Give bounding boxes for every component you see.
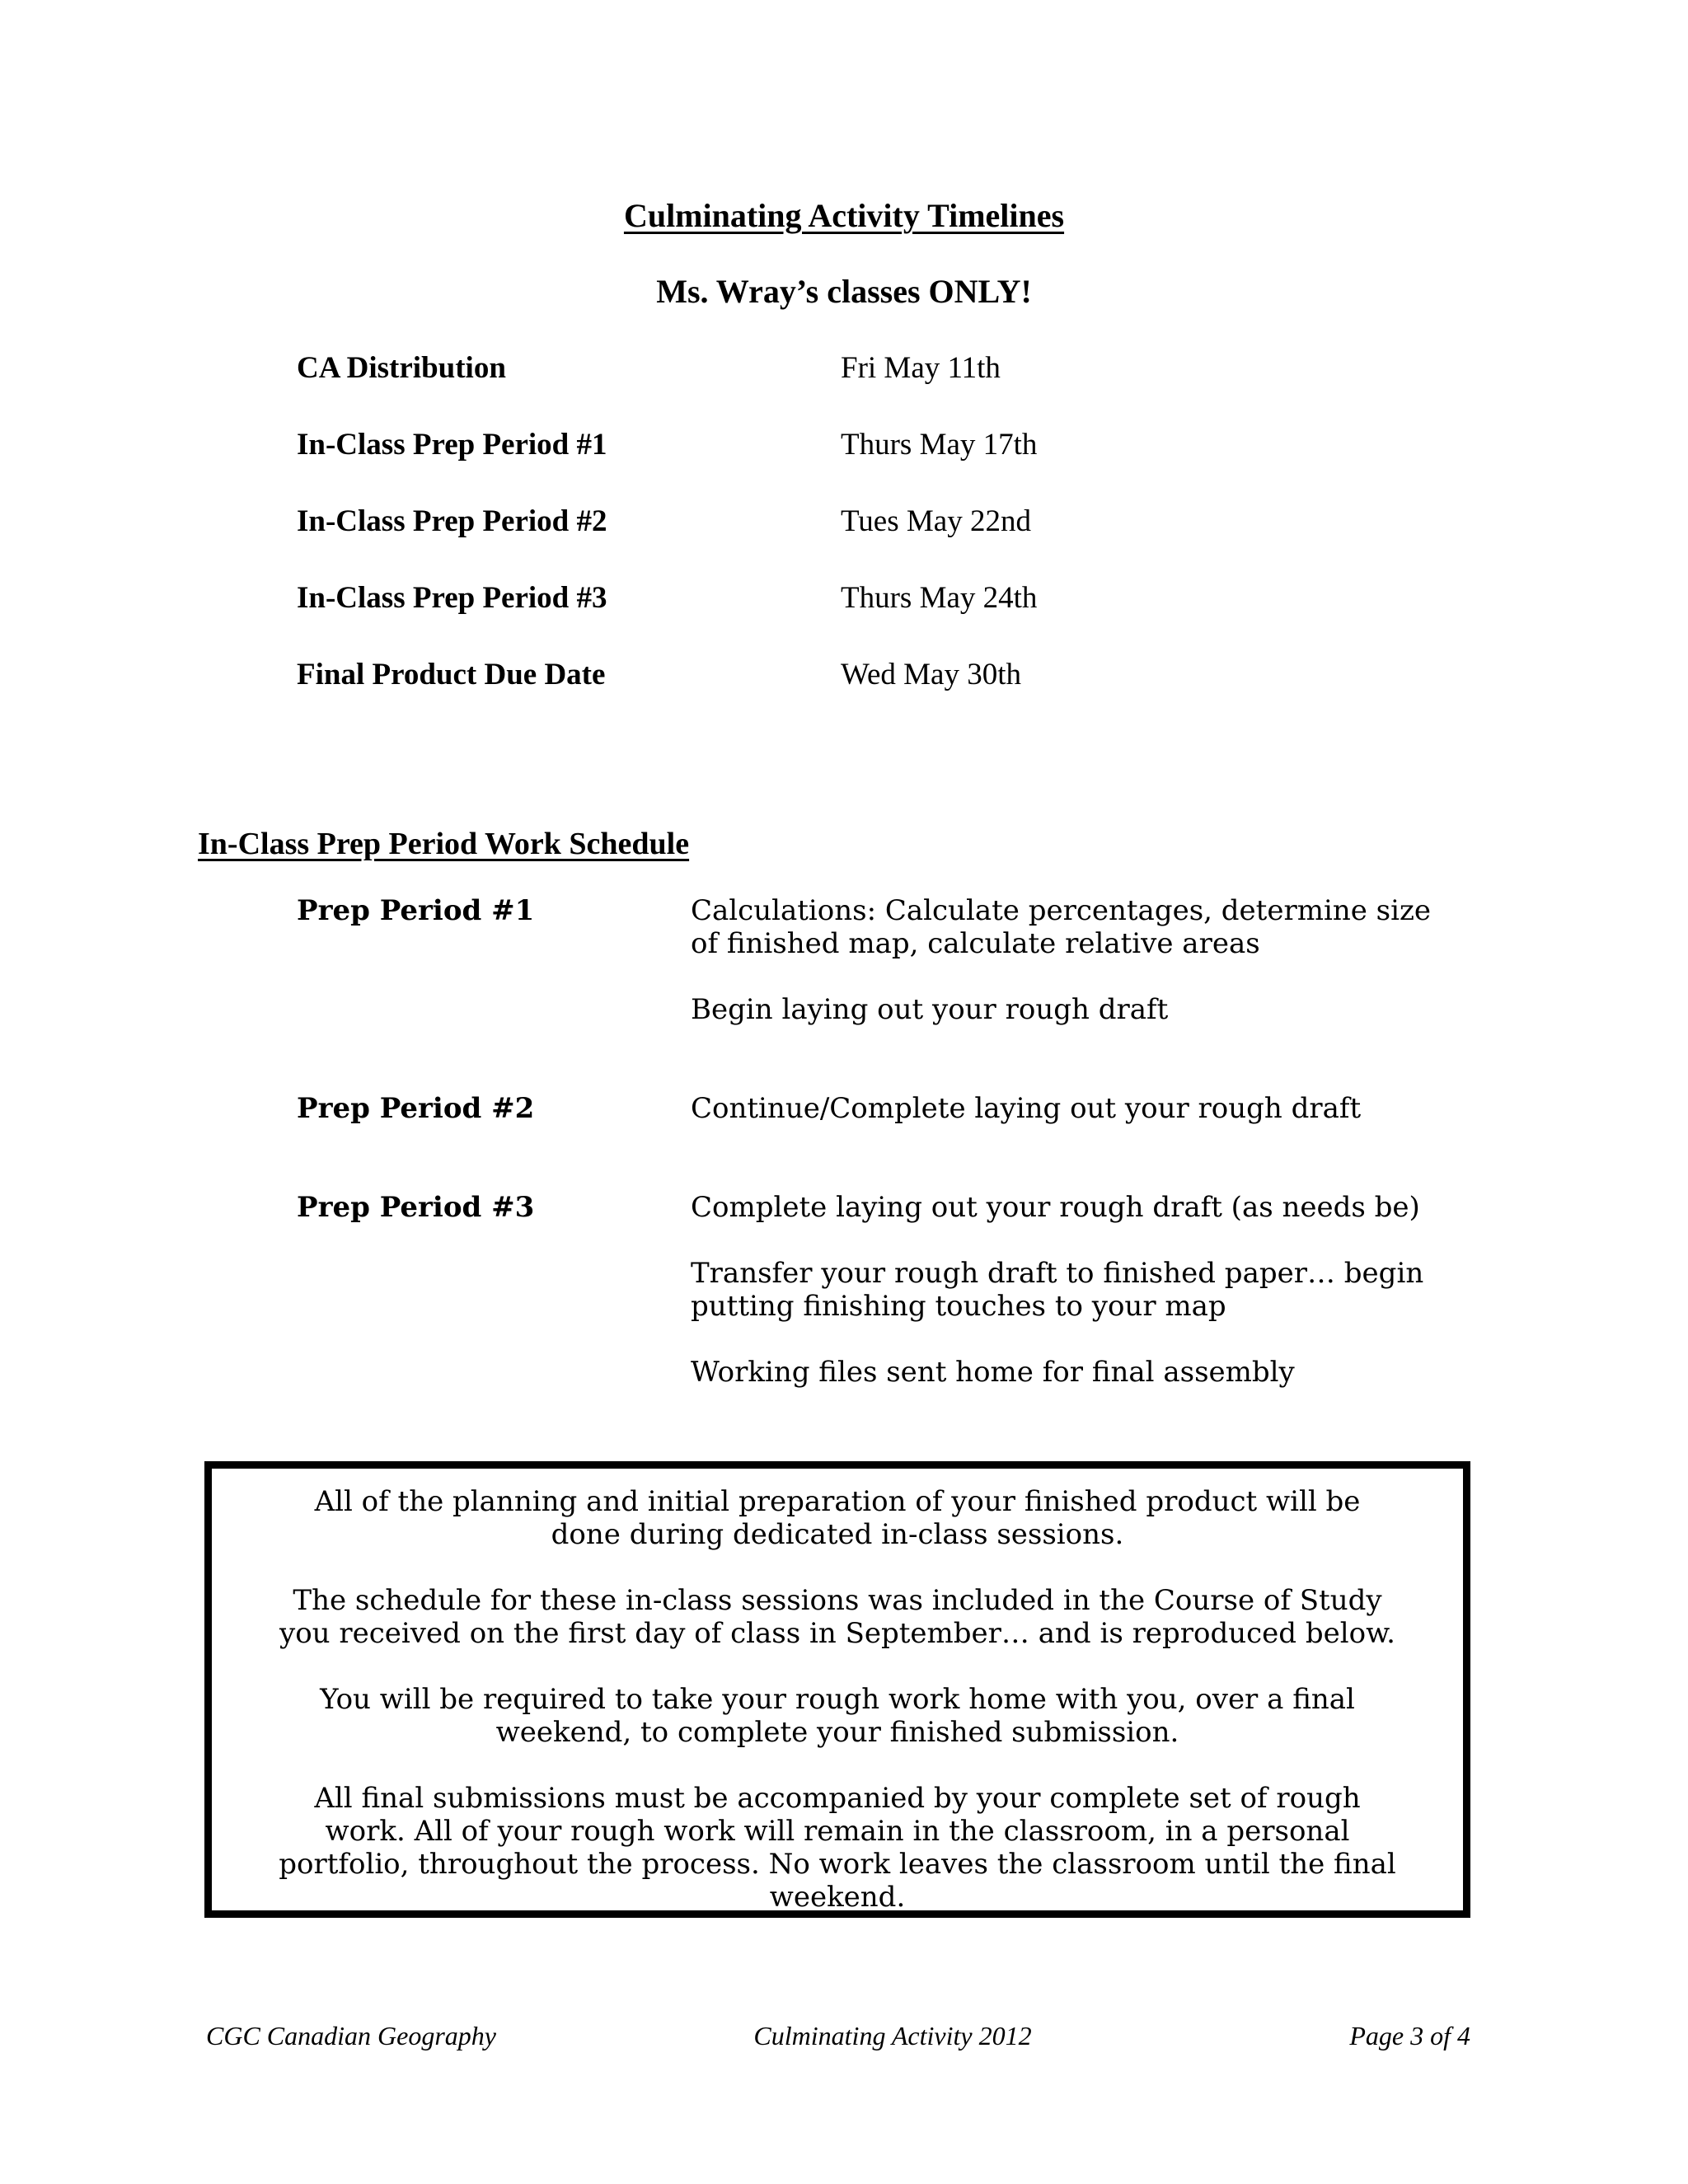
notice-paragraph: All final submissions must be accompanied by your complete set of rough work. All of your rough work will remain in the classroom, in a personal portfolio, throughout the process. No work leaves the classroom until the final weekend. — [279, 1782, 1396, 1914]
notice-paragraph: All of the planning and initial preparation of your finished product will be done during dedicated in-class sessions. — [314, 1485, 1361, 1551]
timeline-row — [0, 501, 1688, 542]
timeline-label: In-Class Prep Period #2 — [297, 504, 607, 538]
prep-period-task: Begin laying out your rough draft — [691, 993, 1169, 1026]
timeline-date: Thurs May 24th — [841, 581, 1038, 615]
prep-period-label: Prep Period #3 — [297, 1191, 535, 1224]
timeline-row — [0, 578, 1688, 619]
notice-box — [204, 1461, 1470, 1918]
prep-period-tasks — [691, 1092, 1432, 1158]
work-schedule-heading: In-Class Prep Period Work Schedule — [198, 827, 690, 861]
timeline-date: Thurs May 17th — [841, 428, 1038, 462]
footer-course: CGC Canadian Geography — [206, 2021, 496, 2050]
timeline-row — [0, 348, 1688, 389]
prep-period-task: Continue/Complete laying out your rough draft — [691, 1092, 1362, 1125]
timeline-label: Final Product Due Date — [297, 658, 606, 691]
timeline-date: Tues May 22nd — [841, 504, 1031, 538]
prep-period-tasks — [691, 1191, 1432, 1422]
timeline-label: In-Class Prep Period #3 — [297, 581, 607, 615]
timeline-row — [0, 654, 1688, 696]
timeline-date: Fri May 11th — [841, 351, 1001, 385]
prep-period-task: Complete laying out your rough draft (as needs be) — [691, 1191, 1420, 1224]
page-title: Culminating Activity Timelines — [623, 197, 1065, 234]
timeline-date: Wed May 30th — [841, 658, 1021, 691]
timeline-label: In-Class Prep Period #1 — [297, 428, 607, 462]
notice-paragraph: The schedule for these in-class sessions was included in the Course of Study you received on the first day of class in September… and is reproduced below. — [279, 1584, 1395, 1650]
footer-activity: Culminating Activity 2012 — [753, 2021, 1032, 2050]
timeline-label: CA Distribution — [297, 351, 506, 385]
timeline-row — [0, 424, 1688, 466]
prep-period-task: Working files sent home for final assembly — [691, 1356, 1295, 1389]
prep-period-task: Transfer your rough draft to finished paper… begin putting finishing touches to your map — [691, 1257, 1424, 1323]
footer-page-number: Page 3 of 4 — [1349, 2021, 1470, 2050]
prep-period-label: Prep Period #2 — [297, 1092, 535, 1125]
prep-period-tasks — [691, 894, 1432, 1059]
page-subtitle: Ms. Wray’s classes ONLY! — [656, 273, 1032, 310]
prep-period-label: Prep Period #1 — [297, 894, 535, 927]
prep-period-task: Calculations: Calculate percentages, determine size of finished map, calculate relative areas — [691, 894, 1431, 960]
notice-paragraph: You will be required to take your rough work home with you, over a final weekend, to complete your finished submission. — [320, 1683, 1355, 1749]
